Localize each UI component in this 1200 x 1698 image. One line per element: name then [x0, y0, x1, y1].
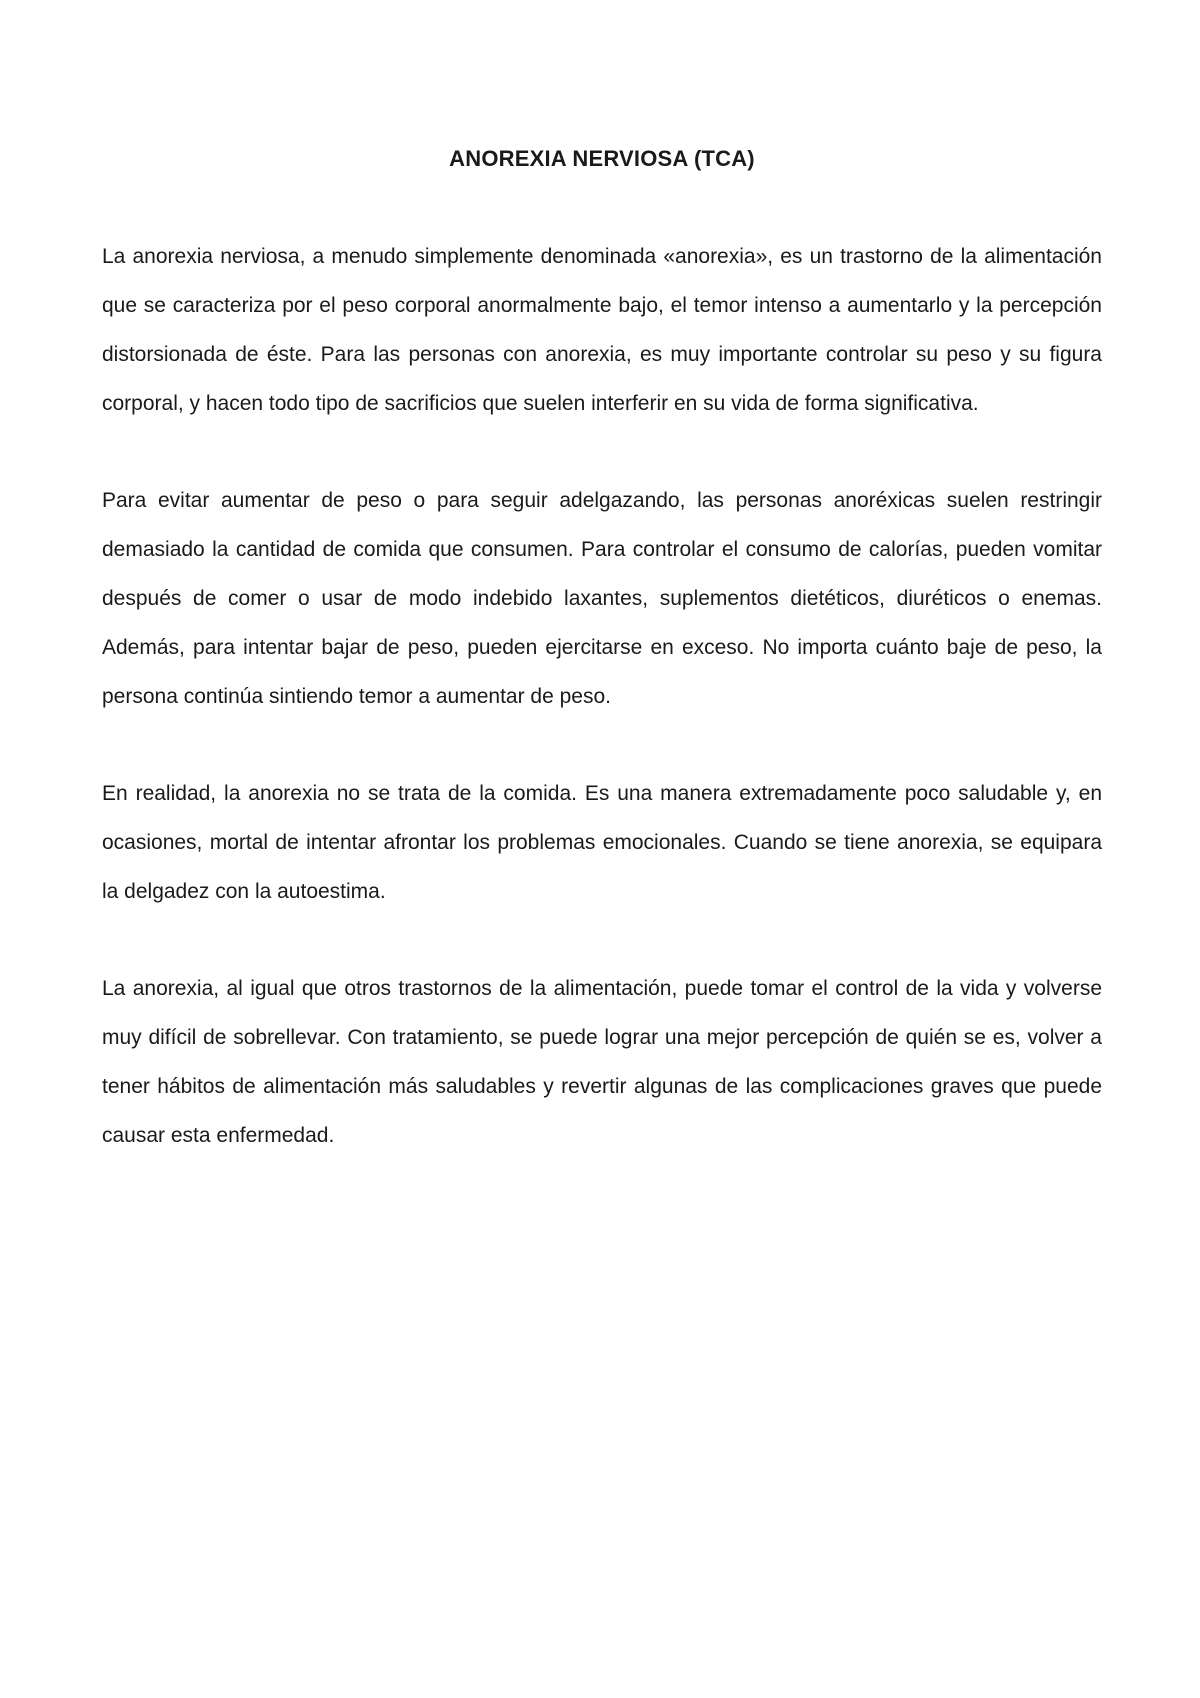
paragraph-emotional: En realidad, la anorexia no se trata de la comida. Es una manera extremadamente poco saludable y, en ocasiones, mortal de intentar afrontar los problemas emocionales. Cuando se tiene anorexia, se equipara la delgadez con la autoestima. — [102, 782, 1102, 903]
paragraph-definition: La anorexia nerviosa, a menudo simplemente denominada «anorexia», es un trastorno de la alimentación que se caracteriza por el peso corporal anormalmente bajo, el temor intenso a aumentarlo y la percepción distorsionada de éste. Para las personas con anorexia, es muy importante controlar su peso y su figura corporal, y hacen todo tipo de sacrificios que suelen interferir en su vida de forma significativa. — [102, 245, 1102, 415]
document-title: ANOREXIA NERVIOSA (TCA) — [449, 146, 755, 171]
paragraph-treatment: La anorexia, al igual que otros trastornos de la alimentación, puede tomar el control de la vida y volverse muy difícil de sobrellevar. Con tratamiento, se puede lograr una mejor percepción de quién se es, volver a tener hábitos de alimentación más saludables y revertir algunas de las complicaciones graves que puede causar esta enfermedad. — [102, 977, 1102, 1147]
paragraph-behaviors: Para evitar aumentar de peso o para seguir adelgazando, las personas anoréxicas suelen restringir demasiado la cantidad de comida que consumen. Para controlar el consumo de calorías, pueden vomitar después de comer o usar de modo indebido laxantes, suplementos dietéticos, diuréticos o enemas. Además, para intentar bajar de peso, pueden ejercitarse en exceso. No importa cuánto baje de peso, la persona continúa sintiendo temor a aumentar de peso. — [102, 489, 1102, 708]
